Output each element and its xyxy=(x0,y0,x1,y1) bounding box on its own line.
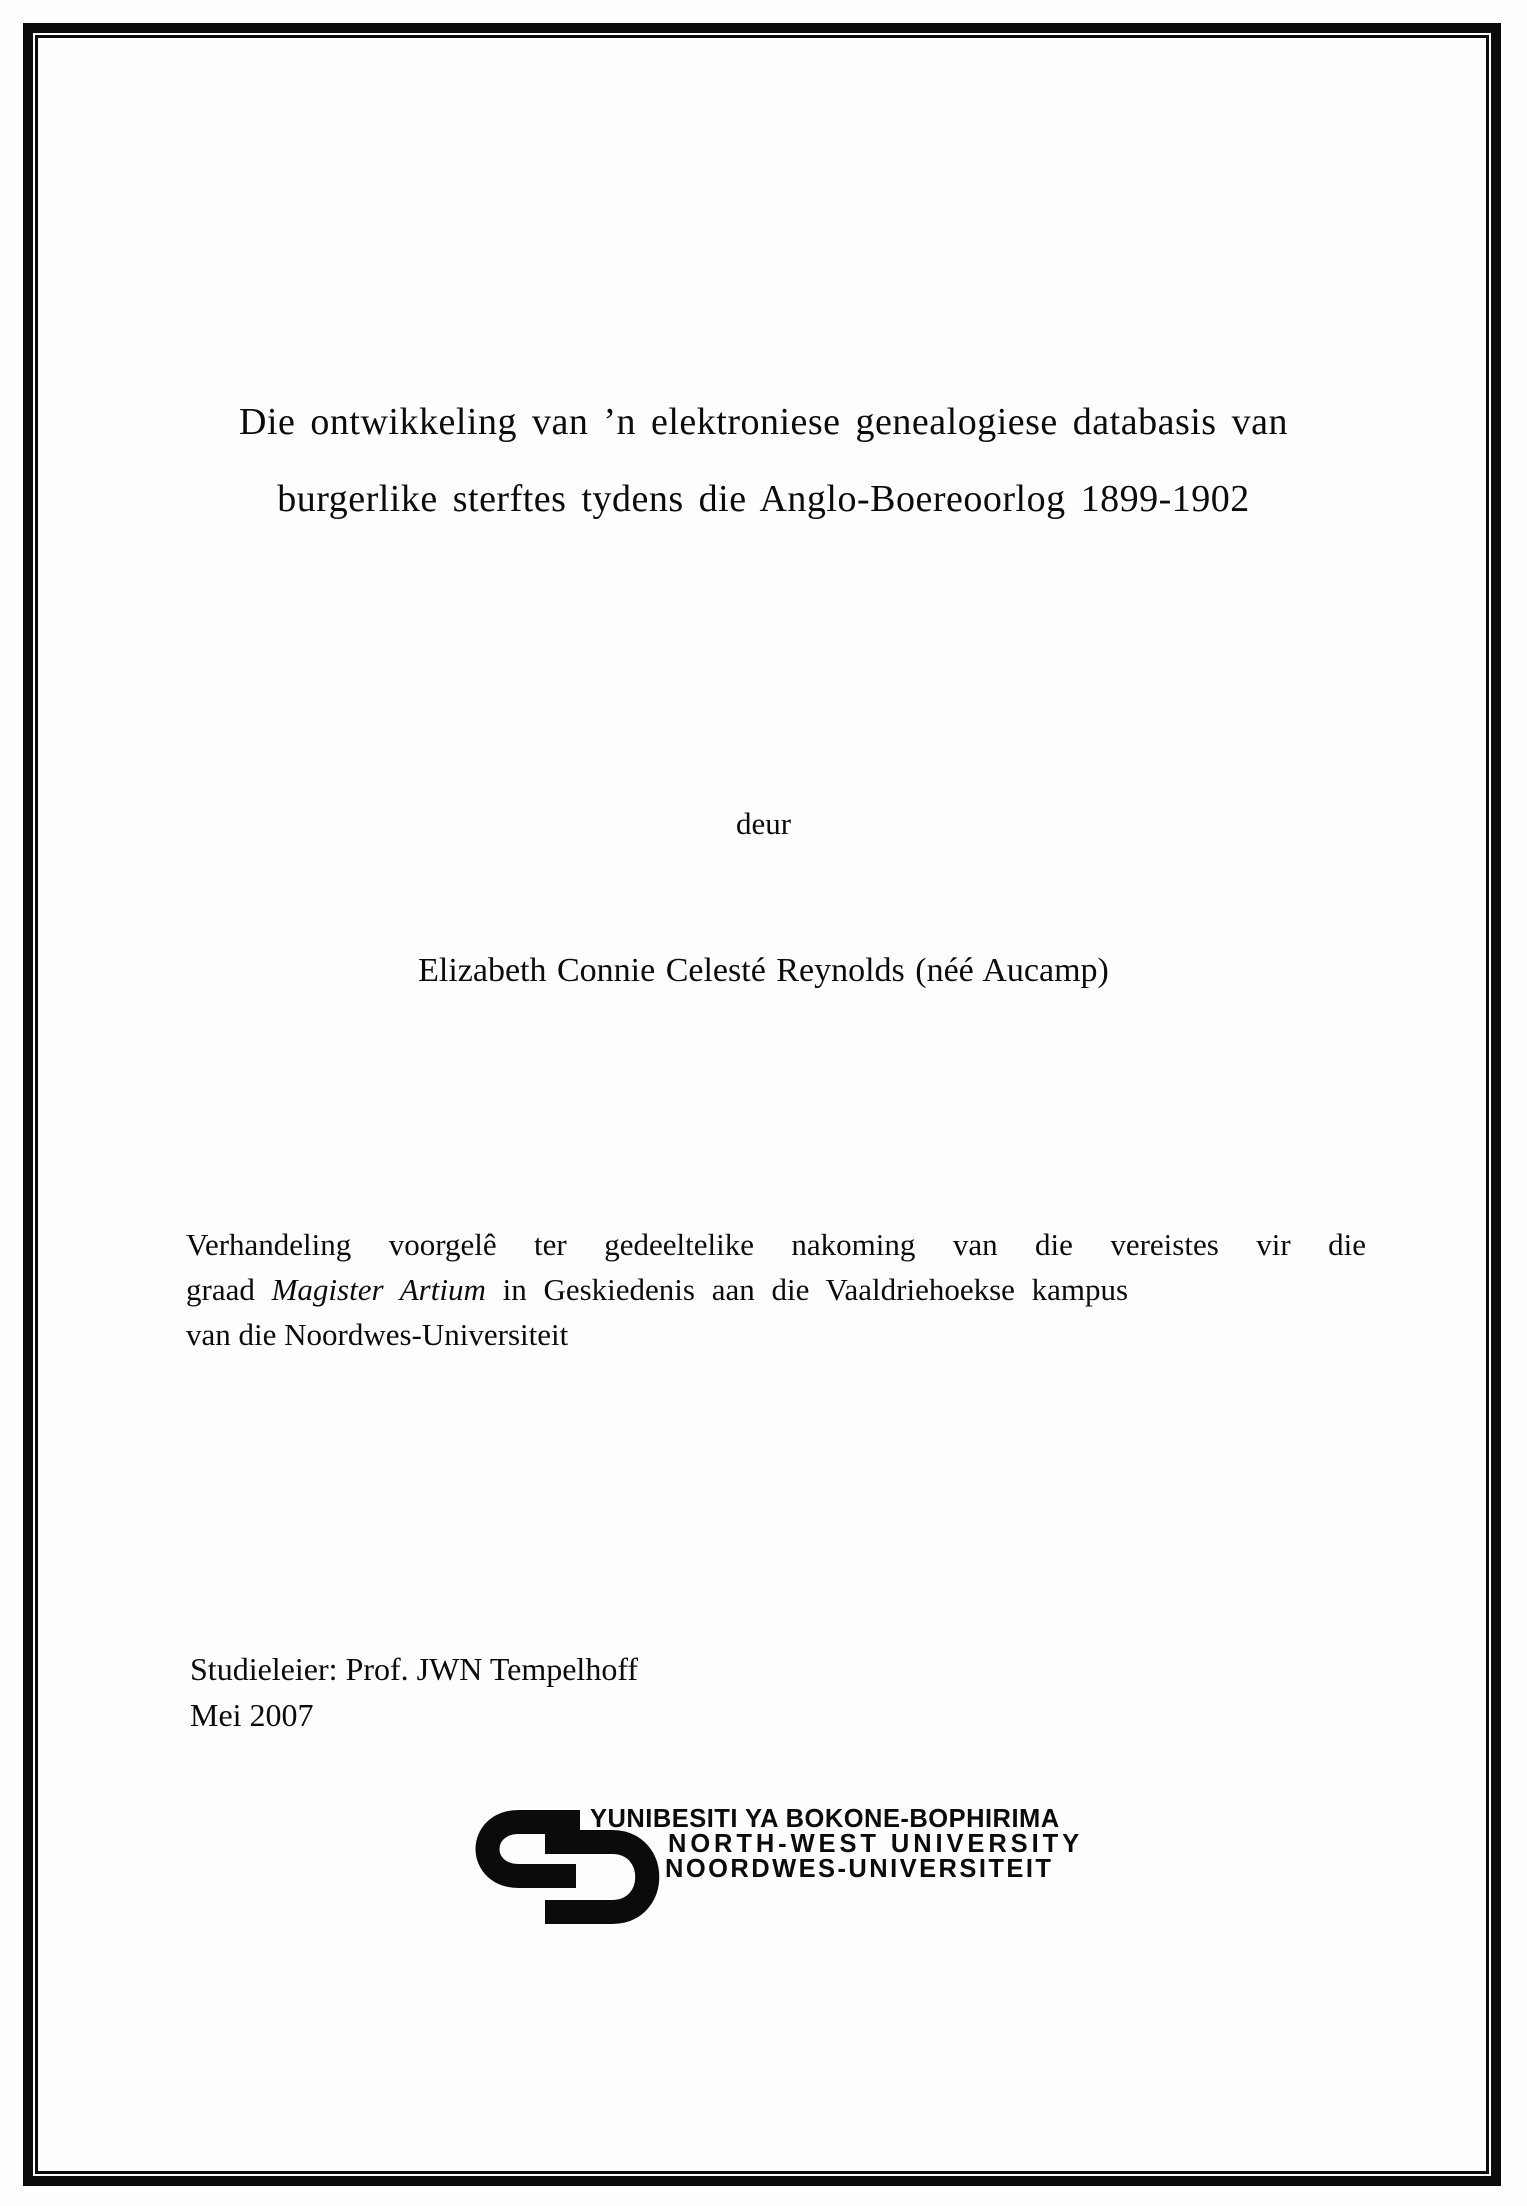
submission-degree-name: Magister Artium xyxy=(271,1272,486,1307)
logo-text-english: NORTH-WEST UNIVERSITY xyxy=(668,1828,1083,1858)
submission-line-2 xyxy=(186,1267,1366,1312)
submission-statement xyxy=(186,1222,1366,1357)
thesis-title-line-1: Die ontwikkeling van ’n elektroniese genealogiese databasis van xyxy=(239,401,1288,443)
submission-line-2-suffix: in Geskiedenis aan die Vaaldriehoekse kampus xyxy=(485,1272,1129,1307)
submission-line-2-prefix: graad xyxy=(186,1272,272,1307)
byline-deur: deur xyxy=(735,806,792,841)
supervisor-line: Studieleier: Prof. JWN Tempelhoff xyxy=(190,1651,639,1687)
supervisor-block xyxy=(190,1646,638,1738)
logo-text-setswana: YUNIBESITI YA BOKONE-BOPHIRIMA xyxy=(590,1803,1060,1833)
date-line: Mei 2007 xyxy=(190,1697,314,1733)
submission-line-1: Verhandeling voorgelê ter gedeeltelike nakoming van die vereistes vir die xyxy=(186,1227,1366,1262)
submission-line-3: van die Noordwes-Universiteit xyxy=(186,1317,569,1352)
logo-text-afrikaans: NOORDWES-UNIVERSITEIT xyxy=(665,1853,1054,1883)
author-name: Elizabeth Connie Celesté Reynolds (néé Aucamp) xyxy=(418,952,1109,989)
thesis-title-line-2: burgerlike sterftes tydens die Anglo-Boereoorlog 1899-1902 xyxy=(277,478,1250,520)
university-logo xyxy=(467,1800,1187,1940)
